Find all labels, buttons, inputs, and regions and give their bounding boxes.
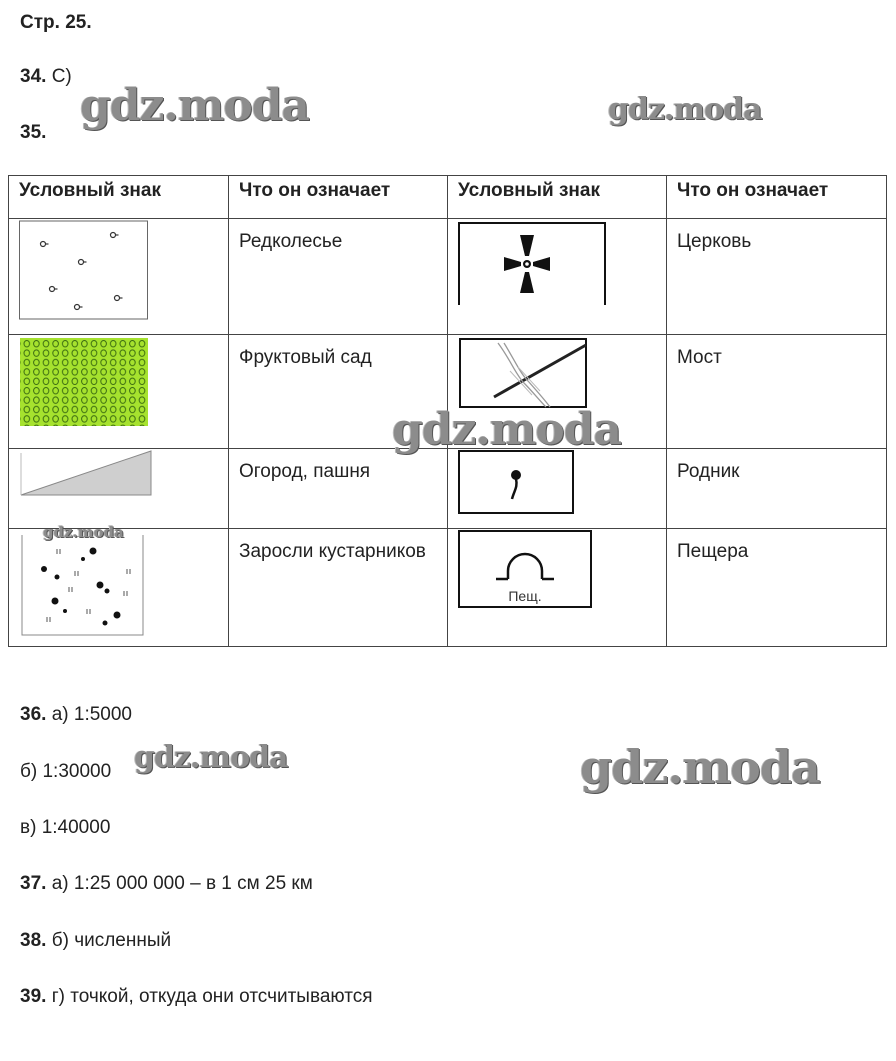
sign-cell bbox=[448, 529, 667, 647]
cave-icon bbox=[458, 529, 594, 611]
watermark: gdz.moda bbox=[608, 92, 762, 127]
question-39 bbox=[20, 986, 373, 1008]
question-number: 35. bbox=[20, 122, 47, 143]
sign-cell bbox=[9, 219, 229, 335]
answer-text: б) численный bbox=[51, 930, 172, 951]
meaning-cell: Фруктовый сад bbox=[229, 335, 448, 449]
sparse-forest-icon bbox=[19, 219, 151, 323]
orchard-icon bbox=[19, 335, 151, 427]
sign-cell bbox=[448, 219, 667, 335]
meaning-cell: Редколесье bbox=[229, 219, 448, 335]
meaning-cell: Церковь bbox=[667, 219, 887, 335]
question-number: 39. bbox=[20, 986, 47, 1007]
page-label: Стр. 25. bbox=[20, 12, 92, 33]
bridge-icon bbox=[458, 335, 590, 411]
question-number: 34. bbox=[20, 66, 47, 87]
table-row bbox=[9, 219, 887, 335]
watermark: gdz.moda bbox=[43, 523, 124, 541]
sign-cell bbox=[9, 335, 229, 449]
column-header: Что он означает bbox=[667, 176, 887, 219]
answer-36-c: в) 1:40000 bbox=[20, 817, 111, 838]
table-row bbox=[9, 449, 887, 529]
answer-text: г) точкой, откуда они отсчитываются bbox=[51, 986, 373, 1007]
watermark: gdz.moda bbox=[80, 80, 310, 131]
watermark: gdz.moda bbox=[134, 740, 288, 775]
watermark: gdz.moda bbox=[580, 740, 820, 794]
meaning-cell: Огород, пашня bbox=[229, 449, 448, 529]
question-number: 36. bbox=[20, 704, 47, 725]
question-number: 38. bbox=[20, 930, 47, 951]
spring-icon bbox=[458, 449, 578, 517]
watermark: gdz.moda bbox=[392, 404, 622, 455]
shrubs-icon bbox=[19, 529, 149, 637]
answer-a: а) 1:5000 bbox=[51, 704, 132, 725]
sign-cell bbox=[9, 523, 229, 647]
table-header-row bbox=[9, 176, 887, 219]
meaning-cell: Мост bbox=[667, 335, 887, 449]
question-35 bbox=[20, 122, 46, 144]
column-header: Что он означает bbox=[229, 176, 448, 219]
question-38 bbox=[20, 930, 171, 952]
column-header: Условный знак bbox=[9, 176, 229, 219]
table-row bbox=[9, 529, 887, 647]
cave-label: Пещ. bbox=[508, 588, 542, 604]
question-36 bbox=[20, 704, 132, 726]
column-header: Условный знак bbox=[448, 176, 667, 219]
answer-36-b: б) 1:30000 bbox=[20, 761, 112, 782]
question-34 bbox=[20, 66, 72, 88]
question-37 bbox=[20, 873, 313, 895]
meaning-cell: Пещера bbox=[667, 529, 887, 647]
sign-cell bbox=[9, 449, 229, 529]
sign-cell bbox=[448, 449, 667, 529]
answer-text: а) 1:25 000 000 – в 1 см 25 км bbox=[51, 873, 313, 894]
question-number: 37. bbox=[20, 873, 47, 894]
answer-text: С) bbox=[51, 66, 72, 87]
garden-field-icon bbox=[19, 449, 153, 497]
meaning-cell: Родник bbox=[667, 449, 887, 529]
meaning-cell: Заросли кустарников bbox=[229, 529, 448, 647]
church-icon bbox=[458, 219, 610, 307]
